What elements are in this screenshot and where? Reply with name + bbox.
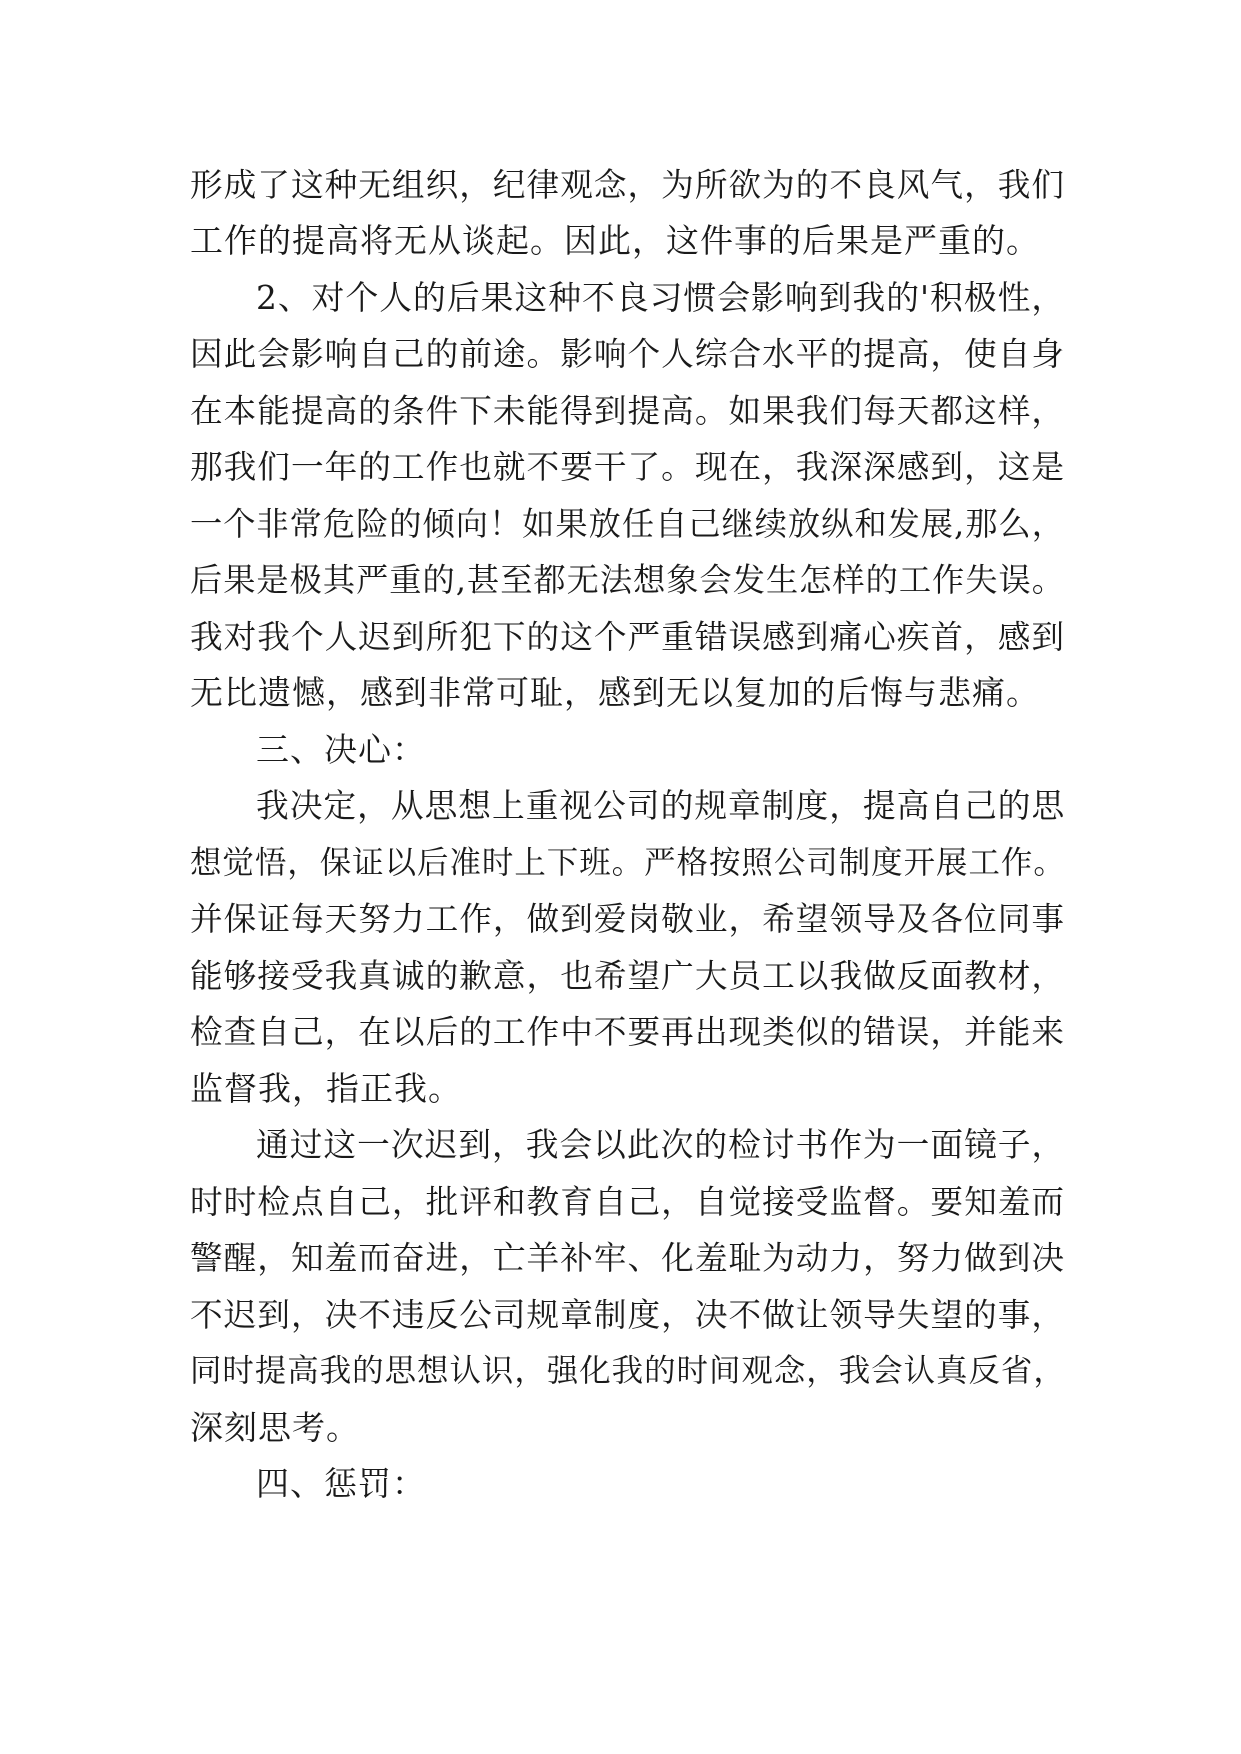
- text-line: 并保证每天努力工作，做到爱岗敬业，希望领导及各位同事: [190, 900, 1066, 938]
- text-line: 时时检点自己，批评和教育自己，自觉接受监督。要知羞而: [190, 1183, 1066, 1221]
- text-line: 不迟到，决不违反公司规章制度，决不做让领导失望的事，: [190, 1296, 1066, 1334]
- text-line: 同时提高我的思想认识，强化我的时间观念，我会认真反省，: [190, 1353, 1066, 1389]
- text-line: 通过这一次迟到，我会以此次的检讨书作为一面镜子，: [256, 1126, 1066, 1164]
- text-line: 因此会影响自己的前途。影响个人综合水平的提高，使自身: [190, 335, 1066, 373]
- section-heading: 四、惩罚：: [256, 1464, 426, 1503]
- text-line: 2、对个人的后果这种不良习惯会影响到我的'积极性，: [256, 279, 1066, 317]
- text-line: 我对我个人迟到所犯下的这个严重错误感到痛心疾首，感到: [190, 618, 1066, 656]
- section-heading: 三、决心：: [256, 730, 426, 769]
- text-line: 无比遗憾，感到非常可耻，感到无以复加的后悔与悲痛。: [190, 673, 1040, 712]
- text-line: 警醒，知羞而奋进，亡羊补牢、化羞耻为动力，努力做到决: [190, 1239, 1066, 1277]
- text-line: 后果是极其严重的,甚至都无法想象会发生怎样的工作失误。: [190, 561, 1065, 599]
- text-line: 深刻思考。: [190, 1408, 360, 1447]
- text-line: 检查自己，在以后的工作中不要再出现类似的错误，并能来: [190, 1013, 1066, 1051]
- text-line: 那我们一年的工作也就不要干了。现在，我深深感到，这是: [190, 448, 1066, 486]
- text-line: 想觉悟，保证以后准时上下班。严格按照公司制度开展工作。: [190, 845, 1066, 881]
- text-line: 一个非常危险的倾向！如果放任自己继续放纵和发展,那么，: [190, 505, 1065, 543]
- text-line: 监督我，指正我。: [190, 1069, 462, 1108]
- text-line: 我决定，从思想上重视公司的规章制度，提高自己的思: [256, 787, 1066, 825]
- text-line: 在本能提高的条件下未能得到提高。如果我们每天都这样，: [190, 392, 1066, 430]
- text-line: 形成了这种无组织，纪律观念，为所欲为的不良风气，我们: [190, 166, 1066, 204]
- text-line: 能够接受我真诚的歉意，也希望广大员工以我做反面教材，: [190, 957, 1066, 995]
- text-line: 工作的提高将无从谈起。因此，这件事的后果是严重的。: [190, 221, 1040, 260]
